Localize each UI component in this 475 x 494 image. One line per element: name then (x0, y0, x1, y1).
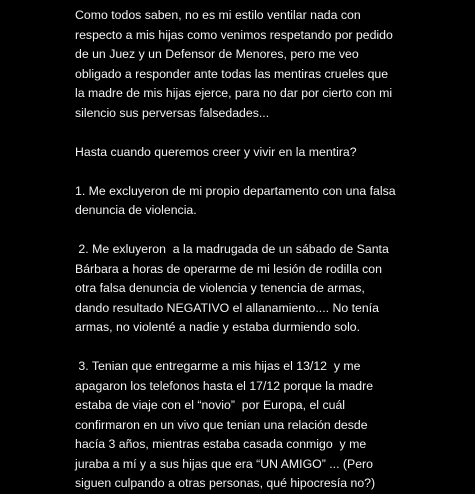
statement-text (75, 6, 405, 494)
paragraph-question: Hasta cuando queremos creer y vivir en la mentira? (75, 144, 357, 159)
paragraph-point-2: 2. Me exluyeron a la madrugada de un sábado de Santa Bárbara a horas de operarme de mi lesión de rodilla con otra falsa denuncia de violencia y tenencia de armas, dando resultado NEGATIVO el allanamiento.... No tenía armas, no violenté a nadie y estaba durmiendo solo. (75, 242, 389, 334)
paragraph-point-1: 1. Me excluyeron de mi propio departamento con una falsa denuncia de violencia. (75, 183, 396, 217)
paragraph-point-3: 3. Tenian que entregarme a mis hijas el 13/12 y me apagaron los telefonos hasta el 17/12 porque la madre estaba de viaje con el “novio” por Europa, el cuál confirmaron en un vivo que tenian una relación desde hacía 3 años, mientras estaba casada conmigo y me juraba a mí y a sus hijas que era “UN AMIGO” ... (Pero siguen culpando a otras personas, qué hipocresía no?) (75, 359, 376, 490)
paragraph-intro: Como todos saben, no es mi estilo ventilar nada con respecto a mis hijas como venimos respetando por pedido de un Juez y un Defensor de Menores, pero me veo obligado a responder ante todas las mentiras crueles que la madre de mis hijas ejerce, para no dar por cierto con mi silencio sus perversas falsedades... (75, 8, 393, 120)
